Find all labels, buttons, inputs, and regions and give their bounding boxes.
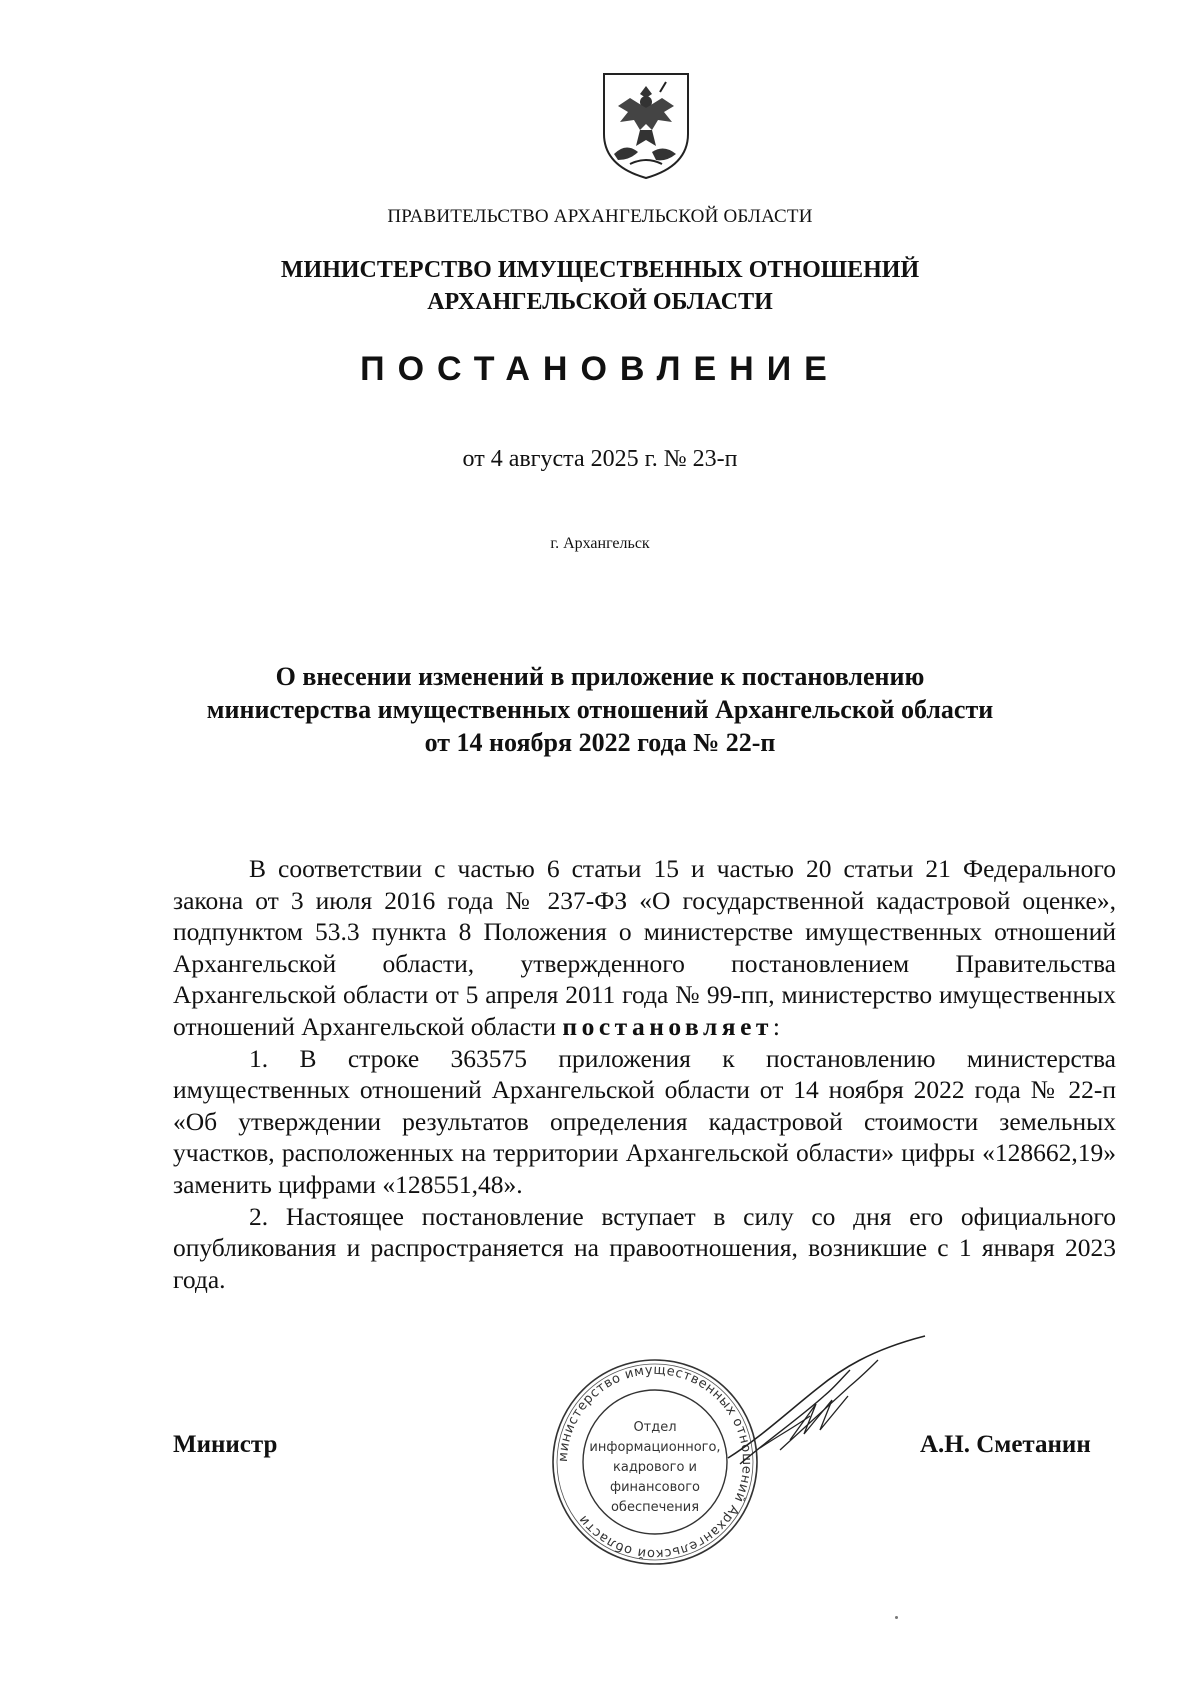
item-2-paragraph: 2. Настоящее постановление вступает в силу со дня его официального опубликования и распространяется на правоотношения, возникшие с 1 января 2023 года. — [173, 1201, 1116, 1294]
scan-speck — [895, 1616, 898, 1619]
item-1-paragraph: 1. В строке 363575 приложения к постановлению министерства имущественных отношений Архангельской области от 14 ноября 2022 года № 22-п «Об утверждении результатов определения кадастровой стоимости земельных участков, расположенных на территории Архангельской области» цифры «128662,19» заменить цифрами «128551,48». — [173, 1043, 1116, 1199]
document-date-number: от 4 августа 2025 г. № 23-п — [462, 446, 738, 472]
ministry-name — [0, 254, 1200, 318]
coat-of-arms-icon — [600, 72, 692, 180]
stamp-line-3: кадрового и — [613, 1460, 697, 1475]
stamp-ring-text: министерство имущественных отношений Архангельской области — [555, 1362, 755, 1562]
ministry-name-line1: МИНИСТЕРСТВО ИМУЩЕСТВЕННЫХ ОТНОШЕНИЙ — [280, 257, 920, 283]
stamp-line-2: информационного, — [589, 1440, 721, 1455]
subject-line3: от 14 ноября 2022 года № 22-п — [424, 728, 776, 757]
document-body — [173, 853, 1116, 1295]
resolves-colon: : — [772, 1011, 781, 1041]
subject-line2: министерства имущественных отношений Архангельской области — [206, 695, 994, 724]
handwritten-signature — [720, 1330, 950, 1470]
stamp-line-4: финансового — [609, 1480, 701, 1495]
preamble-text: В соответствии с частью 6 статьи 15 и частью 20 статьи 21 Федерального закона от 3 июля 2016 года № 237-ФЗ «О государственной кадастровой оценке», подпунктом 53.3 пункта 8 Положения о министерстве имущественных отношений Архангельской области, утвержденного постановлением Правительства Архангельской области от 5 апреля 2011 года № 99-пп, министерство имущественных отношений Архангельской области — [173, 854, 1116, 1041]
stamp-line-1: Отдел — [633, 1420, 677, 1435]
stamp-line-5: обеспечения — [610, 1500, 700, 1515]
document-place: г. Архангельск — [550, 535, 650, 552]
signatory-title: Министр — [173, 1431, 278, 1458]
ministry-name-line2: АРХАНГЕЛЬСКОЙ ОБЛАСТИ — [427, 289, 773, 315]
preamble-paragraph — [173, 853, 1116, 1043]
subject-line1: О внесении изменений в приложение к постановлению — [275, 662, 925, 691]
document-type-title: ПОСТАНОВЛЕНИЕ — [360, 350, 840, 388]
signatory-name: А.Н. Сметанин — [920, 1431, 1091, 1458]
resolves-word: постановляет — [562, 1011, 773, 1041]
document-subject — [180, 660, 1020, 759]
government-name: ПРАВИТЕЛЬСТВО АРХАНГЕЛЬСКОЙ ОБЛАСТИ — [387, 206, 813, 227]
